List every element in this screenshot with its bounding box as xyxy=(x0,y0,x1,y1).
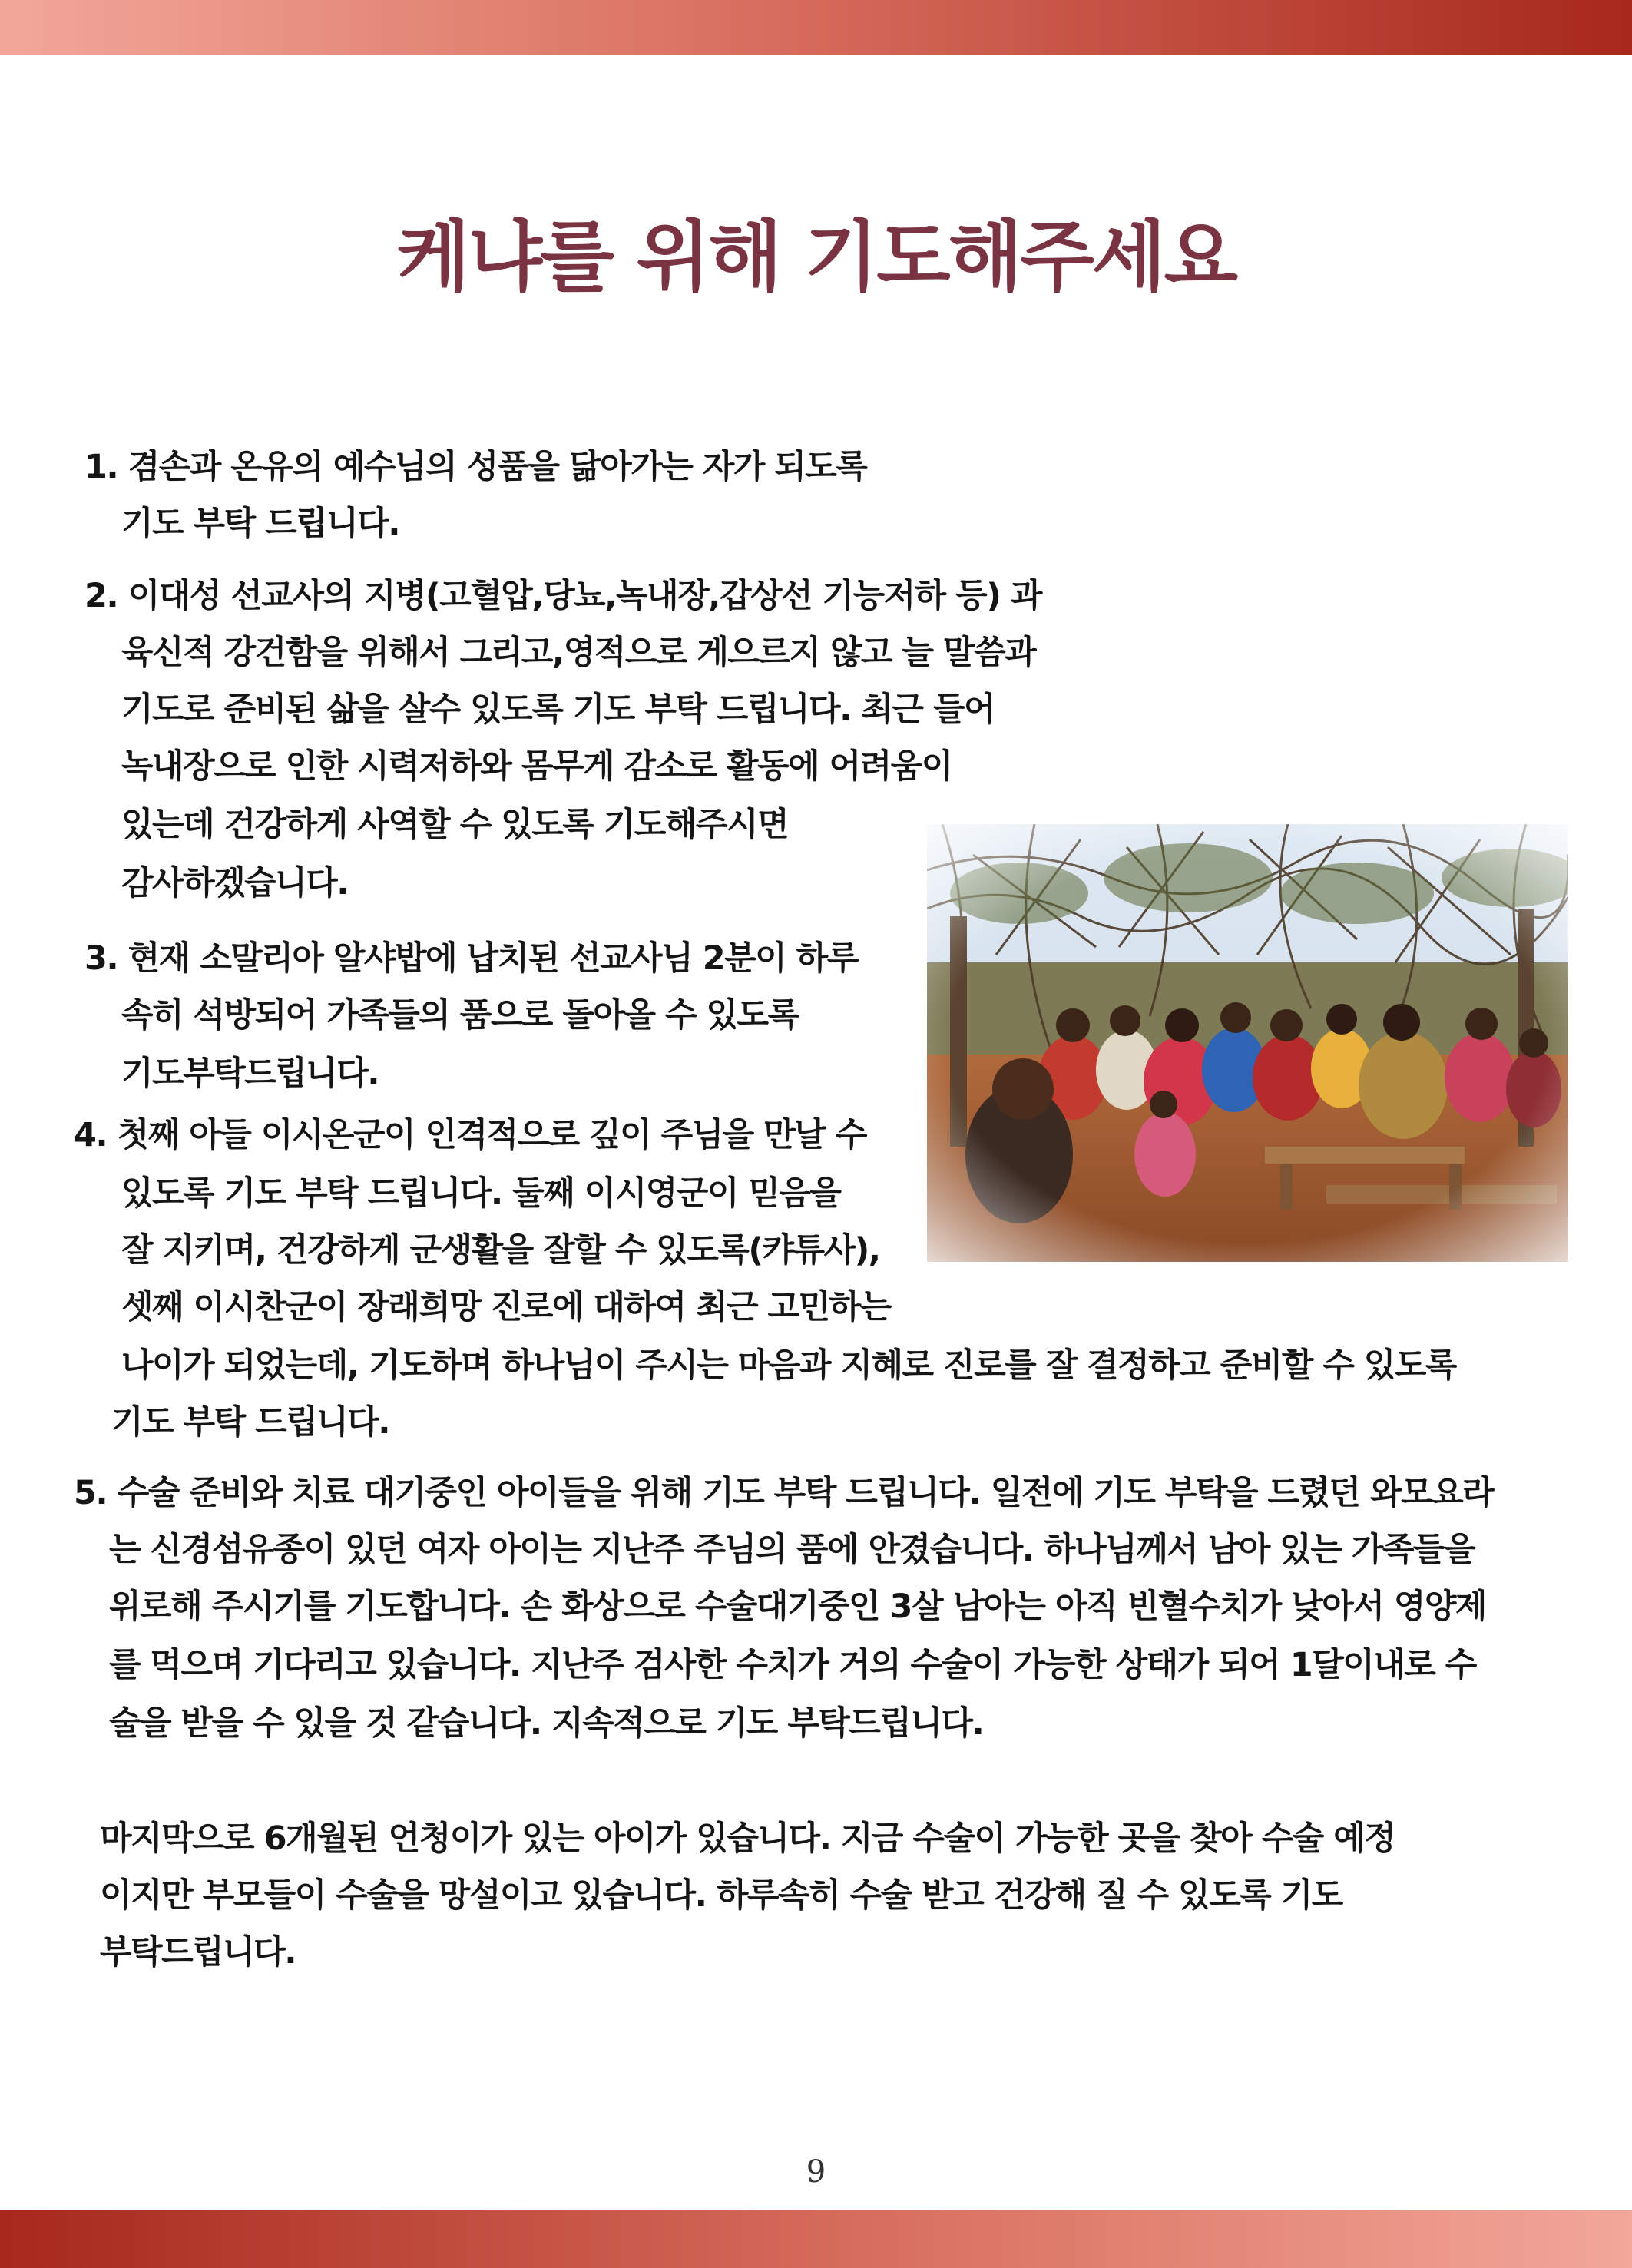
top-decorative-bar xyxy=(0,0,1632,55)
prayer-item-3-line-2: 속히 석방되어 가족들의 품으로 돌아올 수 있도록 xyxy=(121,996,799,1035)
prayer-item-5-line-1: 5. 수술 준비와 치료 대기중인 아이들을 위해 기도 부탁 드립니다. 일전에 기도 부탁을 드렸던 와모요라 xyxy=(74,1474,1494,1512)
gathering-photo xyxy=(927,824,1568,1262)
prayer-item-5-line-4: 를 먹으며 기다리고 있습니다. 지난주 검사한 수치가 거의 수술이 가능한 상태가 되어 1달이내로 수 xyxy=(109,1646,1476,1684)
prayer-item-2-line-6: 감사하겠습니다. xyxy=(121,864,349,902)
prayer-item-2-line-4: 녹내장으로 인한 시력저하와 몸무게 감소로 활동에 어려움이 xyxy=(121,747,952,786)
prayer-item-4-line-6: 기도 부탁 드립니다. xyxy=(111,1403,390,1442)
prayer-item-5-line-5: 술을 받을 수 있을 것 같습니다. 지속적으로 기도 부탁드립니다. xyxy=(109,1704,984,1743)
prayer-item-4-line-4: 셋째 이시찬군이 장래희망 진로에 대하여 최근 고민하는 xyxy=(121,1288,891,1326)
prayer-item-3-line-3: 기도부탁드립니다. xyxy=(121,1055,379,1093)
closing-line-2: 이지만 부모들이 수술을 망설이고 있습니다. 하루속히 수술 받고 건강해 질 수 있도록 기도 xyxy=(100,1876,1342,1915)
page-number: 9 xyxy=(806,2154,826,2190)
prayer-item-2-line-3: 기도로 준비된 삶을 살수 있도록 기도 부탁 드립니다. 최근 들어 xyxy=(121,690,995,729)
closing-line-1: 마지막으로 6개월된 언청이가 있는 아이가 있습니다. 지금 수술이 가능한 곳을 찾아 수술 예정 xyxy=(100,1819,1395,1858)
bottom-decorative-bar xyxy=(0,2210,1632,2268)
prayer-item-5-line-2: 는 신경섬유종이 있던 여자 아이는 지난주 주님의 품에 안겼습니다. 하나님께서 남아 있는 가족들을 xyxy=(109,1531,1475,1569)
prayer-item-1-line-2: 기도 부탁 드립니다. xyxy=(121,505,400,543)
prayer-item-2-line-2: 육신적 강건함을 위해서 그리고,영적으로 게으르지 않고 늘 말씀과 xyxy=(121,634,1036,672)
prayer-item-3-line-1: 3. 현재 소말리아 알샤밥에 납치된 선교사님 2분이 하루 xyxy=(84,939,858,978)
prayer-item-5-line-3: 위로해 주시기를 기도합니다. 손 화상으로 수술대기중인 3살 남아는 아직 빈혈수치가 낮아서 영양제 xyxy=(109,1588,1486,1626)
prayer-item-4-line-2: 있도록 기도 부탁 드립니다. 둘째 이시영군이 믿음을 xyxy=(121,1174,841,1213)
prayer-item-4-line-5: 나이가 되었는데, 기도하며 하나님이 주시는 마음과 지혜로 진로를 잘 결정하고 준비할 수 있도록 xyxy=(121,1346,1456,1385)
prayer-item-2-line-1: 2. 이대성 선교사의 지병(고혈압,당뇨,녹내장,갑상선 기능저하 등) 과 xyxy=(84,577,1041,615)
prayer-item-4-line-1: 4. 첫째 아들 이시온군이 인격적으로 깊이 주님을 만날 수 xyxy=(74,1116,866,1154)
prayer-item-2-line-5: 있는데 건강하게 사역할 수 있도록 기도해주시면 xyxy=(121,806,789,844)
prayer-item-1-line-1: 1. 겸손과 온유의 예수님의 성품을 닮아가는 자가 되도록 xyxy=(84,448,867,486)
closing-line-3: 부탁드립니다. xyxy=(100,1933,296,1972)
page-title: 케냐를 위해 기도해주세요 xyxy=(396,212,1236,302)
prayer-item-4-line-3: 잘 지키며, 건강하게 군생활을 잘할 수 있도록(캬튜사), xyxy=(121,1231,880,1270)
